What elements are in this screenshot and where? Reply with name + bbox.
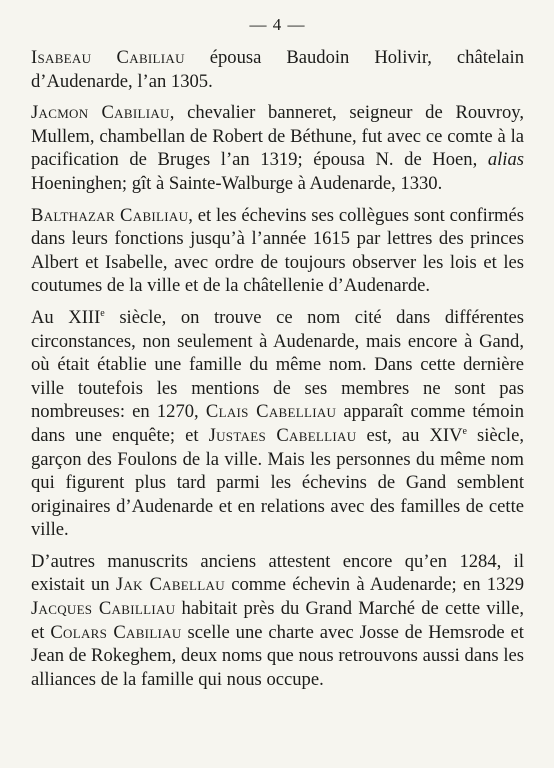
text-run: scelle une charte avec Josse de Hemsrode et Jean de Rokeghem, deux noms que nous retrouvons aussi dans les alliances de la famille qui nous occupe.: [31, 621, 524, 690]
text-run: siècle, garçon des Foulons de la ville. Mais les personnes du même nom qui figurent plus tard parmi les échevins de Gand semblent originaires d’Audenarde et en relations avec des familles de cette ville.: [31, 424, 524, 541]
person-name: Isabeau Cabiliau: [31, 47, 185, 68]
italic-text: alias: [487, 149, 524, 171]
paragraph: [31, 101, 524, 195]
text-run: habitait près du Grand Marché de cette ville, et: [31, 598, 524, 643]
person-name: Clais Cabelliau: [205, 401, 337, 423]
superscript: e: [100, 307, 105, 319]
page-number: — 4 —: [249, 15, 306, 34]
text-run: Hoeninghen; gît à Sainte-Walburge à Audenarde, 1330.: [31, 172, 443, 194]
person-name: Colars Cabiliau: [50, 621, 182, 643]
person-name: Jacques Cabilliau: [31, 598, 176, 620]
paragraph: [31, 550, 524, 692]
paragraph: [31, 306, 524, 542]
paragraph: [31, 204, 524, 298]
text-run: , et les échevins ses collègues sont confirmés dans leurs fonctions jusqu’à l’année 1615 par lettres des princes Albert et Isabelle, avec ordre de toujours observer les lois et les coutumes de la ville et de la châtellenie d’Audenarde.: [31, 204, 524, 297]
person-name: Balthazar Cabiliau: [31, 204, 189, 226]
text-run: est, au XIV: [356, 424, 463, 446]
text-run: apparaît comme témoin dans une enquête; et: [31, 401, 525, 446]
superscript: e: [462, 425, 467, 437]
body-text: [31, 46, 524, 691]
text-run: siècle, on trouve ce nom cité dans différentes circonstances, non seulement à Audenarde, mais encore à Gand, où était établie une famille du même nom. Dans cette dernière ville toutefois les mentions de ses membres ne sont pas nombreuses: en 1270,: [31, 306, 524, 423]
text-run: comme échevin à Audenarde; en 1329: [224, 574, 524, 596]
text-run: épousa Baudoin Holivir, châtelain d’Audenarde, l’an 1305.: [31, 47, 524, 92]
text-run: , chevalier banneret, seigneur de Rouvroy, Mullem, chambellan de Robert de Béthune, fut avec ce comte à la pacification de Bruges l’an 1319; épousa N. de Hoen,: [31, 102, 525, 171]
person-name: Justaes Cabelliau: [208, 424, 357, 446]
person-name: Jak Cabellau: [115, 574, 225, 596]
person-name: Jacmon Cabiliau: [31, 102, 170, 124]
paragraph: [31, 46, 524, 93]
text-run: D’autres manuscrits anciens attestent encore qu’en 1284, il existait un: [31, 550, 524, 596]
text-run: Au XIII: [31, 306, 101, 328]
